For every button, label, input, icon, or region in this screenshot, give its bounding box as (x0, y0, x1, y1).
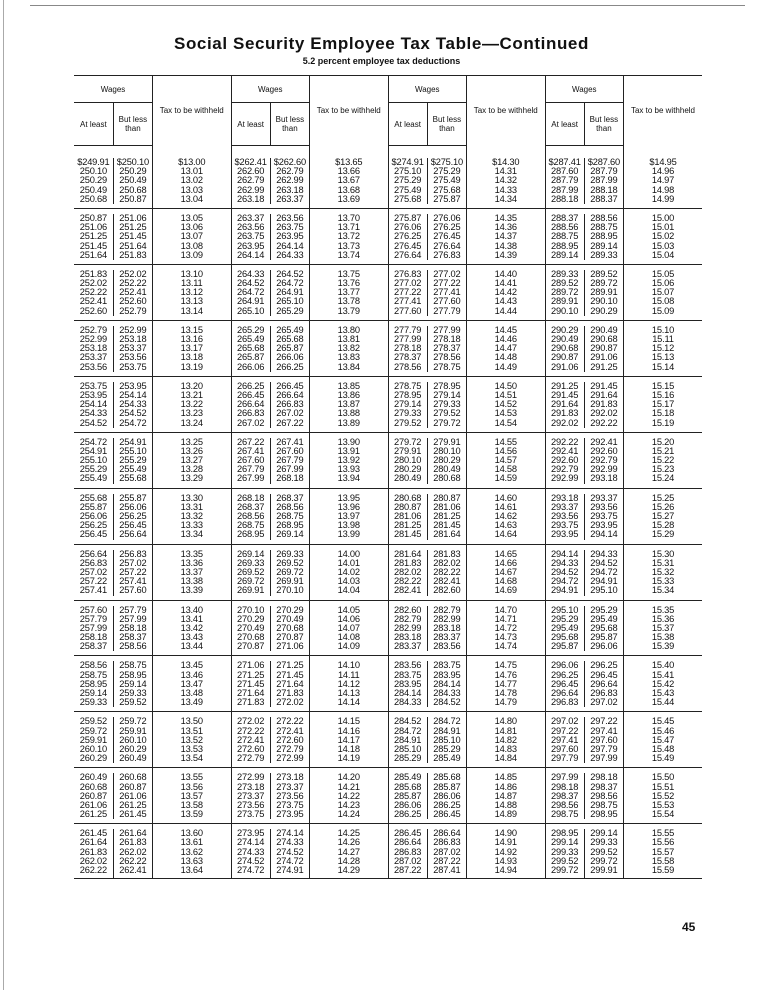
but-less-cell: 269.33 269.52 269.72 269.91 270.10 (270, 550, 309, 596)
tax-cell: 13.40 13.41 13.42 13.43 13.44 (153, 606, 232, 652)
tax-cell: 15.25 15.26 15.27 15.28 15.29 (624, 494, 703, 540)
wages-header: Wages (545, 76, 624, 103)
but-less-cell: 284.72 284.91 285.10 285.29 285.49 (427, 717, 466, 763)
but-less-cell: 290.49 290.68 290.87 291.06 291.25 (584, 326, 623, 372)
at-least-cell: 297.99 298.18 298.37 298.56 298.75 (545, 773, 584, 819)
wages-header: Wages (74, 76, 153, 103)
at-least-cell: $249.91 250.10 250.29 250.49 250.68 (77, 157, 110, 204)
at-least-cell: 292.22 292.41 292.60 292.79 292.99 (545, 438, 584, 484)
at-least-cell: $274.91 275.10 275.29 275.49 275.68 (388, 158, 427, 204)
at-least-cell: 268.18 268.37 268.56 268.75 268.95 (231, 494, 270, 540)
but-less-cell: 294.33 294.52 294.72 294.91 295.10 (584, 550, 623, 596)
tax-cell: $13.00 13.01 13.02 13.03 13.04 (153, 158, 232, 204)
but-less-cell: 253.95 254.14 254.33 254.52 254.72 (113, 382, 152, 428)
tax-cell: 14.00 14.01 14.02 14.03 14.04 (310, 550, 389, 596)
tax-cell: 15.20 15.21 15.22 15.23 15.24 (624, 438, 703, 484)
but-less-cell: 252.02 252.22 252.41 252.60 252.79 (113, 270, 152, 316)
at-least-cell: 265.29 265.49 265.68 265.87 266.06 (231, 326, 270, 372)
but-less-cell: 277.02 277.22 277.41 277.60 277.79 (427, 270, 466, 316)
page-number: 45 (682, 920, 696, 934)
tax-cell: 13.45 13.46 13.47 13.48 13.49 (153, 661, 232, 707)
but-less-cell: 260.68 260.87 261.06 261.25 261.45 (113, 773, 152, 819)
header-row-wages (74, 76, 702, 103)
but-less-cell: 255.87 256.06 256.25 256.45 256.64 (113, 494, 152, 540)
at-least-cell: 280.68 280.87 281.06 281.25 281.45 (388, 494, 427, 540)
tax-cell: 13.70 13.71 13.72 13.73 13.74 (310, 214, 389, 260)
tax-cell: 14.40 14.41 14.42 14.43 14.44 (467, 270, 546, 316)
but-less-cell: 298.18 298.37 298.56 298.75 298.95 (584, 773, 623, 819)
at-least-cell: 272.99 273.18 273.37 273.56 273.75 (231, 773, 270, 819)
tax-table (74, 75, 702, 879)
at-least-cell: 276.83 277.02 277.22 277.41 277.60 (388, 270, 427, 316)
tax-cell: 14.55 14.56 14.57 14.58 14.59 (467, 438, 546, 484)
wages-header: Wages (231, 76, 310, 103)
tax-cell: 15.00 15.01 15.02 15.03 15.04 (624, 214, 703, 260)
tax-cell: 13.05 13.06 13.07 13.08 13.09 (153, 214, 232, 260)
tax-cell: 14.45 14.46 14.47 14.48 14.49 (467, 326, 546, 372)
tax-cell: 14.65 14.66 14.67 14.68 14.69 (467, 550, 546, 596)
tax-cell: 15.35 15.36 15.37 15.38 15.39 (624, 606, 703, 652)
tax-cell: 14.35 14.36 14.37 14.38 14.39 (467, 214, 546, 260)
at-least-cell: 298.95 299.14 299.33 299.52 299.72 (545, 829, 584, 878)
but-less-cell: 280.87 281.06 281.25 281.45 281.64 (427, 494, 466, 540)
at-least-cell: 257.60 257.79 257.99 258.18 258.37 (79, 604, 107, 652)
table-row (74, 550, 702, 596)
but-less-cell: 279.91 280.10 280.29 280.49 280.68 (427, 438, 466, 484)
at-least-cell: 296.06 296.25 296.45 296.64 296.83 (545, 661, 584, 707)
but-less-cell: 252.99 253.18 253.37 253.56 253.75 (113, 326, 152, 372)
tax-header: Tax to be withheld (153, 76, 232, 146)
at-least-header: At least (545, 103, 584, 146)
tax-header: Tax to be withheld (467, 76, 546, 146)
at-least-cell: 294.14 294.33 294.52 294.72 294.91 (545, 550, 584, 596)
tax-cell: 14.90 14.91 14.92 14.93 14.94 (467, 829, 546, 878)
table-row (74, 326, 702, 372)
tax-cell: 13.20 13.21 13.22 13.23 13.24 (153, 382, 232, 428)
left-binding-rule (3, 0, 4, 990)
tax-cell: 14.85 14.86 14.87 14.88 14.89 (467, 773, 546, 819)
but-less-cell: 299.14 299.33 299.52 299.72 299.91 (584, 829, 623, 878)
but-less-cell: 267.41 267.60 267.79 267.99 268.18 (270, 438, 309, 484)
at-least-cell: 278.75 278.95 279.14 279.33 279.52 (388, 382, 427, 428)
but-less-cell: $275.10 275.29 275.49 275.68 275.87 (427, 158, 466, 204)
at-least-cell: 277.79 277.99 278.18 278.37 278.56 (388, 326, 427, 372)
but-less-cell: 285.68 285.87 286.06 286.25 286.45 (427, 773, 466, 819)
tax-cell: 15.15 15.16 15.17 15.18 15.19 (624, 382, 703, 428)
at-least-cell: 255.68 255.87 256.06 256.25 256.45 (79, 492, 107, 540)
tax-cell: $13.65 13.66 13.67 13.68 13.69 (310, 158, 389, 204)
tax-cell: 13.75 13.76 13.77 13.78 13.79 (310, 270, 389, 316)
tax-cell: 14.50 14.51 14.52 14.53 14.54 (467, 382, 546, 428)
but-less-cell: 263.56 263.75 263.95 264.14 264.33 (270, 214, 309, 260)
table-row (74, 717, 702, 763)
tax-header: Tax to be withheld (624, 76, 703, 146)
at-least-cell: 258.56 258.75 258.95 259.14 259.33 (79, 660, 107, 708)
at-least-cell: 285.49 285.68 285.87 286.06 286.25 (388, 773, 427, 819)
but-less-cell: 296.25 296.45 296.64 296.83 297.02 (584, 661, 623, 707)
but-less-cell: 256.83 257.02 257.22 257.41 257.60 (113, 550, 152, 596)
tax-cell: 15.55 15.56 15.57 15.58 15.59 (624, 829, 703, 878)
tax-cell: 14.05 14.06 14.07 14.08 14.09 (310, 606, 389, 652)
tax-cell: 14.15 14.16 14.17 14.18 14.19 (310, 717, 389, 763)
tax-cell: 13.50 13.51 13.52 13.53 13.54 (153, 717, 232, 763)
tax-cell: 14.70 14.71 14.72 14.73 14.74 (467, 606, 546, 652)
but-less-cell: 261.64 261.83 262.02 262.22 262.41 (113, 829, 152, 878)
at-least-cell: 275.87 276.06 276.25 276.45 276.64 (388, 214, 427, 260)
at-least-cell: 260.49 260.68 260.87 261.06 261.25 (79, 772, 107, 820)
but-less-cell: 292.41 292.60 292.79 292.99 293.18 (584, 438, 623, 484)
at-least-header: At least (388, 103, 427, 146)
but-less-cell: 274.14 274.33 274.52 274.72 274.91 (270, 829, 309, 878)
but-less-cell: 277.99 278.18 278.37 278.56 278.75 (427, 326, 466, 372)
tax-cell: 13.25 13.26 13.27 13.28 13.29 (153, 438, 232, 484)
at-least-cell: 279.72 279.91 280.10 280.29 280.49 (388, 438, 427, 484)
at-least-cell: 293.18 293.37 293.56 293.75 293.95 (545, 494, 584, 540)
at-least-cell: 270.10 270.29 270.49 270.68 270.87 (231, 606, 270, 652)
but-less-cell: 283.75 283.95 284.14 284.33 284.52 (427, 661, 466, 707)
at-least-cell: 256.64 256.83 257.02 257.22 257.41 (79, 548, 107, 596)
but-less-cell: 254.91 255.10 255.29 255.49 255.68 (113, 438, 152, 484)
but-less-cell: 289.52 289.72 289.91 290.10 290.29 (584, 270, 623, 316)
table-row (74, 829, 702, 878)
at-least-cell: 272.02 272.22 272.41 272.60 272.79 (231, 717, 270, 763)
but-less-cell: 272.22 272.41 272.60 272.79 272.99 (270, 717, 309, 763)
top-rule (30, 5, 745, 6)
tax-cell: 13.80 13.81 13.82 13.83 13.84 (310, 326, 389, 372)
but-less-header: But less than (427, 103, 466, 146)
but-less-header: But less than (270, 103, 309, 146)
tax-cell: 13.95 13.96 13.97 13.98 13.99 (310, 494, 389, 540)
at-least-cell: 264.33 264.52 264.72 264.91 265.10 (231, 270, 270, 316)
tax-cell: 15.10 15.11 15.12 15.13 15.14 (624, 326, 703, 372)
at-least-cell: 266.25 266.45 266.64 266.83 267.02 (231, 382, 270, 428)
at-least-cell: 297.02 297.22 297.41 297.60 297.79 (545, 717, 584, 763)
table-body (74, 146, 702, 879)
tax-cell: 15.40 15.41 15.42 15.43 15.44 (624, 661, 703, 707)
at-least-cell: 273.95 274.14 274.33 274.52 274.72 (231, 829, 270, 878)
tax-cell: 14.60 14.61 14.62 14.63 14.64 (467, 494, 546, 540)
at-least-cell: $262.41 262.60 262.79 262.99 263.18 (231, 158, 270, 204)
at-least-cell: 253.75 253.95 254.14 254.33 254.52 (79, 380, 107, 428)
page-title: Social Security Employee Tax Table—Continued (174, 34, 589, 53)
but-less-cell: 266.45 266.64 266.83 267.02 267.22 (270, 382, 309, 428)
at-least-cell: 281.64 281.83 282.02 282.22 282.41 (388, 550, 427, 596)
but-less-cell: 258.75 258.95 259.14 259.33 259.52 (113, 661, 152, 707)
but-less-cell: 268.37 268.56 268.75 268.95 269.14 (270, 494, 309, 540)
at-least-cell: 282.60 282.79 282.99 283.18 283.37 (388, 606, 427, 652)
at-least-header: At least (74, 103, 113, 146)
at-least-cell: 290.29 290.49 290.68 290.87 291.06 (545, 326, 584, 372)
at-least-cell: 291.25 291.45 291.64 291.83 292.02 (545, 382, 584, 428)
tax-cell: 13.30 13.31 13.32 13.33 13.34 (153, 494, 232, 540)
but-less-cell: 293.37 293.56 293.75 293.95 294.14 (584, 494, 623, 540)
but-less-cell: 288.56 288.75 288.95 289.14 289.33 (584, 214, 623, 260)
at-least-cell: 283.56 283.75 283.95 284.14 284.33 (388, 661, 427, 707)
table-row (74, 382, 702, 428)
table-row (74, 158, 702, 204)
tax-cell: 13.60 13.61 13.62 13.63 13.64 (153, 829, 232, 878)
tax-cell: 13.35 13.36 13.37 13.38 13.39 (153, 550, 232, 596)
table-row (74, 214, 702, 260)
tax-cell: 14.20 14.21 14.22 14.23 14.24 (310, 773, 389, 819)
but-less-cell: 297.22 297.41 297.60 297.79 297.99 (584, 717, 623, 763)
page-subtitle: 5.2 percent employee tax deductions (302, 56, 461, 66)
at-least-cell: 271.06 271.25 271.45 271.64 271.83 (231, 661, 270, 707)
but-less-cell: 278.95 279.14 279.33 279.52 279.72 (427, 382, 466, 428)
table-row (74, 438, 702, 484)
but-less-cell: 273.18 273.37 273.56 273.75 273.95 (270, 773, 309, 819)
tax-cell: 14.80 14.81 14.82 14.83 14.84 (467, 717, 546, 763)
at-least-cell: 263.37 263.56 263.75 263.95 264.14 (231, 214, 270, 260)
tax-cell: 15.05 15.06 15.07 15.08 15.09 (624, 270, 703, 316)
table-row (74, 494, 702, 540)
wages-header: Wages (388, 76, 467, 103)
but-less-header: But less than (584, 103, 623, 146)
at-least-cell: 289.33 289.52 289.72 289.91 290.10 (545, 270, 584, 316)
tax-cell: 15.45 15.46 15.47 15.48 15.49 (624, 717, 703, 763)
table-row (74, 661, 702, 707)
but-less-cell: 282.79 282.99 283.18 283.37 283.56 (427, 606, 466, 652)
tax-cell: 13.90 13.91 13.92 13.93 13.94 (310, 438, 389, 484)
but-less-cell: 259.72 259.91 260.10 260.29 260.49 (113, 717, 152, 763)
table-row (74, 773, 702, 819)
table-row (74, 270, 702, 316)
but-less-cell: 257.79 257.99 258.18 258.37 258.56 (113, 606, 152, 652)
at-least-cell: 254.72 254.91 255.10 255.29 255.49 (79, 436, 107, 484)
tax-cell: $14.95 14.96 14.97 14.98 14.99 (624, 158, 703, 204)
at-least-cell: 250.87 251.06 251.25 251.45 251.64 (79, 212, 107, 260)
at-least-cell: 251.83 252.02 252.22 252.41 252.60 (79, 268, 107, 316)
at-least-cell: 295.10 295.29 295.49 295.68 295.87 (545, 606, 584, 652)
table-row (74, 606, 702, 652)
but-less-cell: 295.29 295.49 295.68 295.87 296.06 (584, 606, 623, 652)
at-least-header: At least (231, 103, 270, 146)
at-least-cell: $287.41 287.60 287.79 287.99 288.18 (545, 158, 584, 204)
tax-cell: 15.50 15.51 15.52 15.53 15.54 (624, 773, 703, 819)
tax-header: Tax to be withheld (310, 76, 389, 146)
but-less-cell: 270.29 270.49 270.68 270.87 271.06 (270, 606, 309, 652)
tax-cell: $14.30 14.31 14.32 14.33 14.34 (467, 158, 546, 204)
but-less-cell: 265.49 265.68 265.87 266.06 266.25 (270, 326, 309, 372)
tax-cell: 14.75 14.76 14.77 14.78 14.79 (467, 661, 546, 707)
at-least-cell: 284.52 284.72 284.91 285.10 285.29 (388, 717, 427, 763)
at-least-cell: 252.79 252.99 253.18 253.37 253.56 (79, 324, 107, 372)
tax-cell: 13.55 13.56 13.57 13.58 13.59 (153, 773, 232, 819)
tax-cell: 13.15 13.16 13.17 13.18 13.19 (153, 326, 232, 372)
tax-cell: 13.85 13.86 13.87 13.88 13.89 (310, 382, 389, 428)
but-less-cell: $250.10 250.29 250.49 250.68 250.87 (113, 158, 152, 204)
but-less-cell: $287.60 287.79 287.99 288.18 288.37 (584, 158, 623, 204)
but-less-cell: 276.06 276.25 276.45 276.64 276.83 (427, 214, 466, 260)
tax-cell: 13.10 13.11 13.12 13.13 13.14 (153, 270, 232, 316)
but-less-cell: 291.45 291.64 291.83 292.02 292.22 (584, 382, 623, 428)
but-less-header: But less than (113, 103, 152, 146)
at-least-cell: 269.14 269.33 269.52 269.72 269.91 (231, 550, 270, 596)
but-less-cell: $262.60 262.79 262.99 263.18 263.37 (270, 158, 309, 204)
at-least-cell: 267.22 267.41 267.60 267.79 267.99 (231, 438, 270, 484)
tax-cell: 14.25 14.26 14.27 14.28 14.29 (310, 829, 389, 878)
tax-cell: 15.30 15.31 15.32 15.33 15.34 (624, 550, 703, 596)
at-least-cell: 259.52 259.72 259.91 260.10 260.29 (79, 716, 107, 764)
but-less-cell: 286.64 286.83 287.02 287.22 287.41 (427, 829, 466, 878)
but-less-cell: 251.06 251.25 251.45 251.64 251.83 (113, 214, 152, 260)
tax-cell: 14.10 14.11 14.12 14.13 14.14 (310, 661, 389, 707)
at-least-cell: 261.45 261.64 261.83 262.02 262.22 (74, 829, 113, 878)
but-less-cell: 264.52 264.72 264.91 265.10 265.29 (270, 270, 309, 316)
but-less-cell: 271.25 271.45 271.64 271.83 272.02 (270, 661, 309, 707)
at-least-cell: 288.37 288.56 288.75 288.95 289.14 (545, 214, 584, 260)
at-least-cell: 286.45 286.64 286.83 287.02 287.22 (388, 829, 427, 878)
but-less-cell: 281.83 282.02 282.22 282.41 282.60 (427, 550, 466, 596)
